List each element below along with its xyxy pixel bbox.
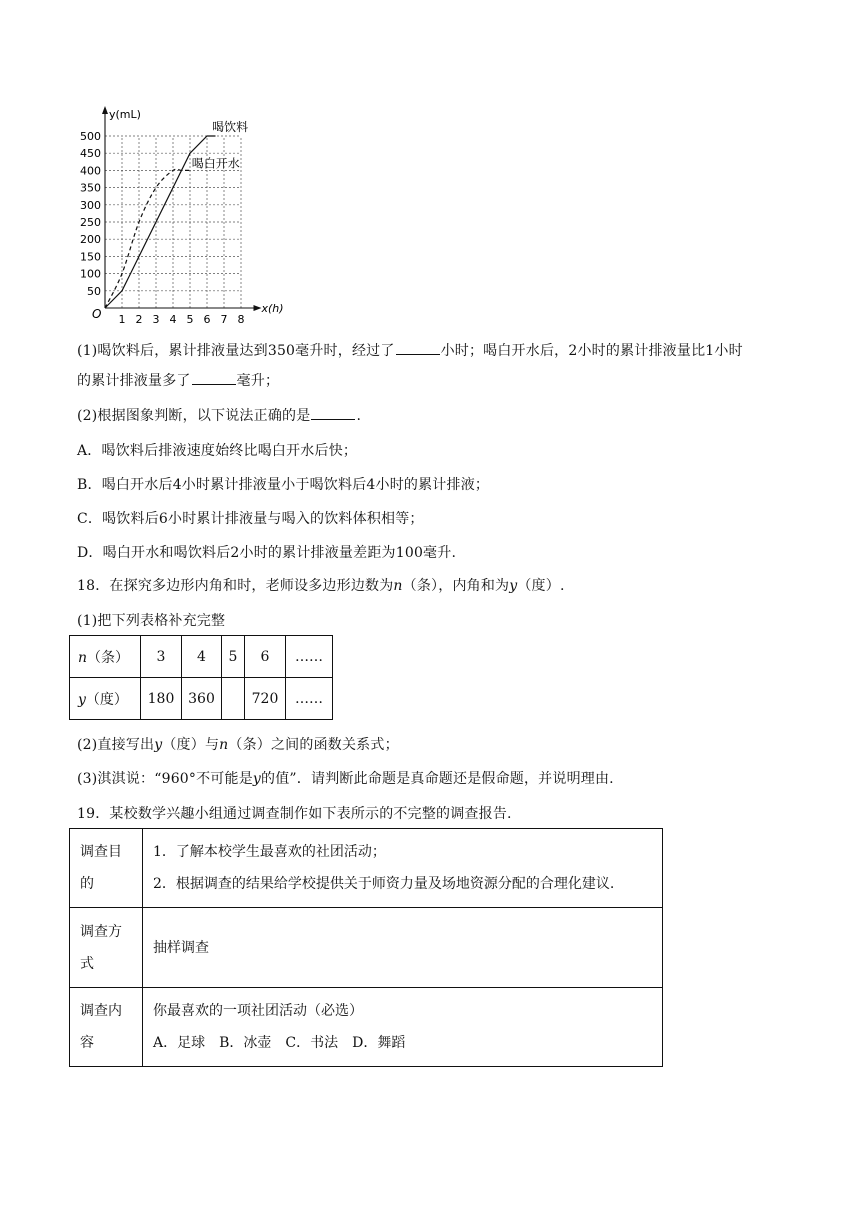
q17-part2 [77,405,361,425]
table-cell: 3 [141,636,182,678]
row-value-method: 抽样调查 [143,908,663,988]
q17-part2-text: (2)根据图象判断，以下说法正确的是 [77,408,311,424]
y-tick-label: 200 [80,233,101,247]
row-header-n: n（条） [70,636,141,678]
x-tick-labels [119,313,245,326]
q17-option-b: B．喝白开水后4小时累计排液量小于喝饮料后4小时的累计排液； [77,477,490,493]
q18-part3-var-y: y [252,771,262,787]
q17-part1-text-a: (1)喝饮料后，累计排液量达到350毫升时，经过了 [77,343,395,359]
table-cell: …… [286,636,333,678]
y-tick-label: 300 [80,198,101,212]
q18-var-n: n [393,578,403,594]
table-cell: …… [286,678,333,720]
x-tick-label: 8 [237,313,245,326]
y-axis-arrow [102,106,108,114]
q18-var-y: y [509,578,518,594]
q17-part1-line2 [77,370,279,390]
x-tick-label: 2 [135,313,143,326]
q17-part1-text-b: 小时；喝白开水后，2小时的累计排液量比1小时 [440,343,743,359]
q18-part3 [77,768,614,788]
x-tick-label: 1 [118,313,126,326]
y-tick-label: 350 [80,181,101,195]
q18-part3-b: 的值”．请判断此命题是真命题还是假命题，并说明理由. [261,771,614,787]
x-axis-arrow [254,305,262,311]
polygon-angle-table [69,635,333,720]
origin-label: O [92,307,102,321]
y-tick-label: 100 [80,267,101,281]
q18-stem [77,575,565,595]
y-tick-label: 500 [80,130,101,143]
answer-blank[interactable] [311,405,355,420]
table-cell: 180 [141,678,182,720]
chart-axes [102,106,262,311]
y-tick-label: 400 [80,164,101,178]
q18-part2-c: （条）之间的函数关系式； [228,737,399,753]
q18-part2-var-n: n [219,737,229,753]
y-tick-label: 250 [80,216,101,229]
q17-part1-text-d: 毫升； [236,373,280,389]
x-tick-label: 6 [203,313,211,326]
q18-stem-b: （条），内角和为 [402,578,510,594]
q18-part2-var-y: y [154,737,163,753]
y-tick-labels [80,130,101,298]
x-tick-label: 5 [186,313,194,326]
table-row [70,908,663,988]
survey-report-table [69,828,663,1067]
q19-stem: 19．某校数学兴趣小组通过调查制作如下表所示的不完整的调查报告. [77,806,512,822]
table-row-n [70,636,333,678]
table-cell: 6 [245,636,286,678]
table-cell-empty[interactable] [222,678,245,720]
q18-stem-a: 18．在探究多边形内角和时，老师设多边形边数为 [77,578,394,594]
q18-part2 [77,734,399,754]
drainage-chart [70,100,284,330]
series-label-water: 喝白开水 [191,156,240,171]
q18-part1: (1)把下列表格补充完整 [77,613,226,629]
q18-part2-a: (2)直接写出 [77,737,155,753]
q17-part1-line1 [77,340,743,360]
x-tick-label: 4 [169,313,177,326]
row-value-purpose: 1．了解本校学生最喜欢的社团活动； 2．根据调查的结果给学校提供关于师资力量及场地资源分配的合理化建议. [143,829,663,908]
table-row-y [70,678,333,720]
q17-part2-period: . [356,408,362,424]
row-label-purpose: 调查目 的 [70,829,143,908]
x-axis-label: x(h) [261,302,284,315]
y-axis-label: y(mL) [109,108,141,121]
q18-part2-b: （度）与 [162,737,220,753]
q17-option-a: A．喝饮料后排液速度始终比喝白开水后快； [77,443,358,459]
y-tick-label: 50 [87,284,101,298]
q17-part1-text-c: 的累计排液量多了 [77,373,191,389]
row-header-y: y（度） [70,678,141,720]
table-row [70,988,663,1067]
table-cell: 720 [245,678,286,720]
answer-blank[interactable] [192,370,236,385]
q18-stem-c: （度）. [517,578,565,594]
y-tick-label: 150 [80,250,101,264]
q17-option-d: D．喝白开水和喝饮料后2小时的累计排液量差距为100毫升. [77,545,457,561]
y-tick-label: 450 [80,147,101,161]
row-label-content: 调查内 容 [70,988,143,1067]
table-cell: 360 [182,678,222,720]
table-cell: 5 [222,636,245,678]
row-label-method: 调查方 式 [70,908,143,988]
answer-blank[interactable] [396,340,440,355]
x-tick-label: 7 [220,313,228,326]
q17-option-c: C．喝饮料后6小时累计排液量与喝入的饮料体积相等； [77,511,424,527]
row-value-content: 你最喜欢的一项社团活动（必选） A．足球 B．冰壶 C．书法 D．舞蹈 [143,988,663,1067]
q18-part3-a: (3)淇淇说：“960°不可能是 [77,771,253,787]
x-tick-label: 3 [152,313,160,326]
series-label-drink: 喝饮料 [212,120,249,134]
table-row [70,829,663,908]
table-cell: 4 [182,636,222,678]
